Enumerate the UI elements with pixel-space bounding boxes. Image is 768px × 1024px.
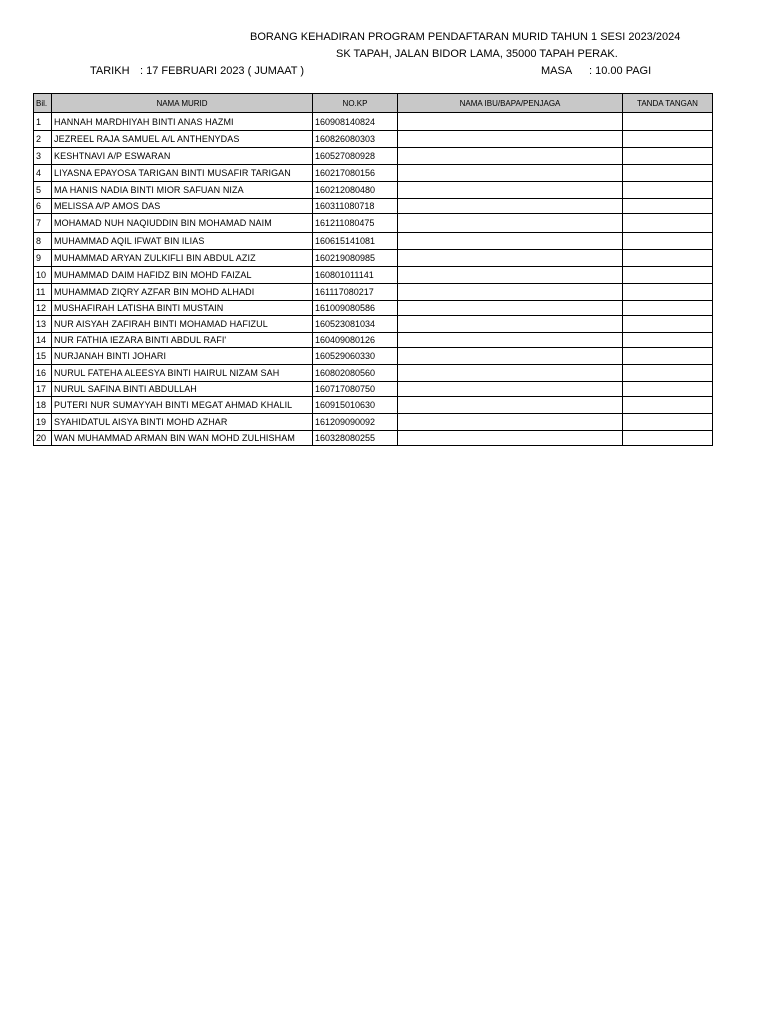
row-nama-murid: WAN MUHAMMAD ARMAN BIN WAN MOHD ZULHISHAM [52,431,313,446]
row-nama-murid: MUHAMMAD AQIL IFWAT BIN ILIAS [52,233,313,250]
table-row [34,267,713,284]
row-tanda-tangan-cell[interactable] [623,182,713,199]
table-row [34,131,713,148]
row-no-kp: 160219080985 [313,250,398,267]
row-tanda-tangan-cell[interactable] [623,301,713,316]
row-tanda-tangan-cell[interactable] [623,284,713,301]
row-no-kp: 161211080475 [313,214,398,233]
row-nama-penjaga-cell[interactable] [398,301,623,316]
table-row [34,301,713,316]
row-bil: 1 [34,113,52,131]
row-nama-penjaga-cell[interactable] [398,165,623,182]
row-bil: 4 [34,165,52,182]
table-row [34,148,713,165]
row-no-kp: 160409080126 [313,333,398,348]
row-nama-penjaga-cell[interactable] [398,131,623,148]
row-nama-penjaga-cell[interactable] [398,348,623,365]
table-row [34,199,713,214]
time-value: : 10.00 PAGI [589,65,652,77]
table-row [34,284,713,301]
row-tanda-tangan-cell[interactable] [623,113,713,131]
row-no-kp: 160908140824 [313,113,398,131]
form-title: BORANG KEHADIRAN PROGRAM PENDAFTARAN MURID TAHUN 1 SESI 2023/2024 [250,31,681,43]
row-bil: 11 [34,284,52,301]
row-nama-murid: NURJANAH BINTI JOHARI [52,348,313,365]
row-bil: 19 [34,414,52,431]
row-no-kp: 160523081034 [313,316,398,333]
row-tanda-tangan-cell[interactable] [623,365,713,382]
row-tanda-tangan-cell[interactable] [623,431,713,446]
row-bil: 2 [34,131,52,148]
row-nama-murid: PUTERI NUR SUMAYYAH BINTI MEGAT AHMAD KHALIL [52,397,313,414]
row-nama-murid: NURUL FATEHA ALEESYA BINTI HAIRUL NIZAM SAH [52,365,313,382]
row-nama-murid: KESHTNAVI A/P ESWARAN [52,148,313,165]
row-nama-penjaga-cell[interactable] [398,333,623,348]
row-nama-murid: MUSHAFIRAH LATISHA BINTI MUSTAIN [52,301,313,316]
table-body [34,113,713,446]
table-row [34,233,713,250]
col-header-no-kp: NO.KP [313,94,398,113]
row-nama-murid: NUR FATHIA IEZARA BINTI ABDUL RAFI' [52,333,313,348]
row-bil: 13 [34,316,52,333]
col-header-tanda-tangan: TANDA TANGAN [623,94,713,113]
table-row [34,165,713,182]
row-bil: 7 [34,214,52,233]
table-row [34,182,713,199]
row-tanda-tangan-cell[interactable] [623,233,713,250]
row-nama-murid: NUR AISYAH ZAFIRAH BINTI MOHAMAD HAFIZUL [52,316,313,333]
row-no-kp: 161009080586 [313,301,398,316]
row-no-kp: 160311080718 [313,199,398,214]
row-tanda-tangan-cell[interactable] [623,333,713,348]
row-bil: 9 [34,250,52,267]
row-nama-penjaga-cell[interactable] [398,397,623,414]
row-bil: 8 [34,233,52,250]
row-nama-murid: HANNAH MARDHIYAH BINTI ANAS HAZMI [52,113,313,131]
date-value: : 17 FEBRUARI 2023 ( JUMAAT ) [140,65,305,77]
table-row [34,382,713,397]
row-tanda-tangan-cell[interactable] [623,148,713,165]
row-bil: 12 [34,301,52,316]
table-row [34,214,713,233]
table-row [34,113,713,131]
row-bil: 18 [34,397,52,414]
row-nama-murid: MELISSA A/P AMOS DAS [52,199,313,214]
row-nama-penjaga-cell[interactable] [398,382,623,397]
table-row [34,316,713,333]
table-row [34,397,713,414]
row-nama-murid: NURUL SAFINA BINTI ABDULLAH [52,382,313,397]
row-nama-murid: LIYASNA EPAYOSA TARIGAN BINTI MUSAFIR TARIGAN [52,165,313,182]
row-bil: 16 [34,365,52,382]
row-tanda-tangan-cell[interactable] [623,131,713,148]
row-tanda-tangan-cell[interactable] [623,316,713,333]
row-nama-penjaga-cell[interactable] [398,431,623,446]
table-row [34,414,713,431]
row-nama-penjaga-cell[interactable] [398,182,623,199]
row-bil: 14 [34,333,52,348]
row-no-kp: 160915010630 [313,397,398,414]
row-bil: 6 [34,199,52,214]
table-header-row [34,94,713,113]
row-tanda-tangan-cell[interactable] [623,414,713,431]
row-bil: 20 [34,431,52,446]
row-nama-penjaga-cell[interactable] [398,284,623,301]
row-nama-penjaga-cell[interactable] [398,233,623,250]
row-nama-murid: MUHAMMAD ZIQRY AZFAR BIN MOHD ALHADI [52,284,313,301]
attendance-table [33,93,713,446]
row-bil: 3 [34,148,52,165]
row-bil: 17 [34,382,52,397]
row-nama-penjaga-cell[interactable] [398,250,623,267]
table-row [34,431,713,446]
row-nama-penjaga-cell[interactable] [398,199,623,214]
row-no-kp: 160527080928 [313,148,398,165]
row-no-kp: 161117080217 [313,284,398,301]
table-row [34,365,713,382]
row-tanda-tangan-cell[interactable] [623,382,713,397]
row-bil: 5 [34,182,52,199]
row-nama-penjaga-cell[interactable] [398,148,623,165]
row-tanda-tangan-cell[interactable] [623,199,713,214]
row-no-kp: 160717080750 [313,382,398,397]
row-nama-penjaga-cell[interactable] [398,267,623,284]
col-header-nama-penjaga: NAMA IBU/BAPA/PENJAGA [398,94,623,113]
table-row [34,250,713,267]
col-header-bil: Bil. [34,94,52,113]
time-label: MASA [541,65,573,77]
row-nama-penjaga-cell[interactable] [398,214,623,233]
row-nama-murid: JEZREEL RAJA SAMUEL A/L ANTHENYDAS [52,131,313,148]
row-nama-murid: MUHAMMAD ARYAN ZULKIFLI BIN ABDUL AZIZ [52,250,313,267]
row-no-kp: 160802080560 [313,365,398,382]
row-nama-penjaga-cell[interactable] [398,414,623,431]
row-nama-murid: MA HANIS NADIA BINTI MIOR SAFUAN NIZA [52,182,313,199]
row-no-kp: 160801011141 [313,267,398,284]
row-tanda-tangan-cell[interactable] [623,165,713,182]
school-address: SK TAPAH, JALAN BIDOR LAMA, 35000 TAPAH PERAK. [336,48,618,60]
row-nama-murid: MUHAMMAD DAIM HAFIDZ BIN MOHD FAIZAL [52,267,313,284]
row-nama-penjaga-cell[interactable] [398,316,623,333]
row-no-kp: 160212080480 [313,182,398,199]
table-row [34,333,713,348]
row-no-kp: 160615141081 [313,233,398,250]
row-no-kp: 160529060330 [313,348,398,365]
row-tanda-tangan-cell[interactable] [623,267,713,284]
row-tanda-tangan-cell[interactable] [623,250,713,267]
row-nama-penjaga-cell[interactable] [398,113,623,131]
row-no-kp: 160328080255 [313,431,398,446]
row-bil: 15 [34,348,52,365]
row-tanda-tangan-cell[interactable] [623,348,713,365]
row-tanda-tangan-cell[interactable] [623,214,713,233]
row-nama-murid: MOHAMAD NUH NAQIUDDIN BIN MOHAMAD NAIM [52,214,313,233]
row-nama-murid: SYAHIDATUL AISYA BINTI MOHD AZHAR [52,414,313,431]
row-no-kp: 161209090092 [313,414,398,431]
date-label: TARIKH [90,65,130,77]
row-nama-penjaga-cell[interactable] [398,365,623,382]
row-tanda-tangan-cell[interactable] [623,397,713,414]
row-no-kp: 160217080156 [313,165,398,182]
col-header-nama-murid: NAMA MURID [52,94,313,113]
row-no-kp: 160826080303 [313,131,398,148]
table-row [34,348,713,365]
row-bil: 10 [34,267,52,284]
